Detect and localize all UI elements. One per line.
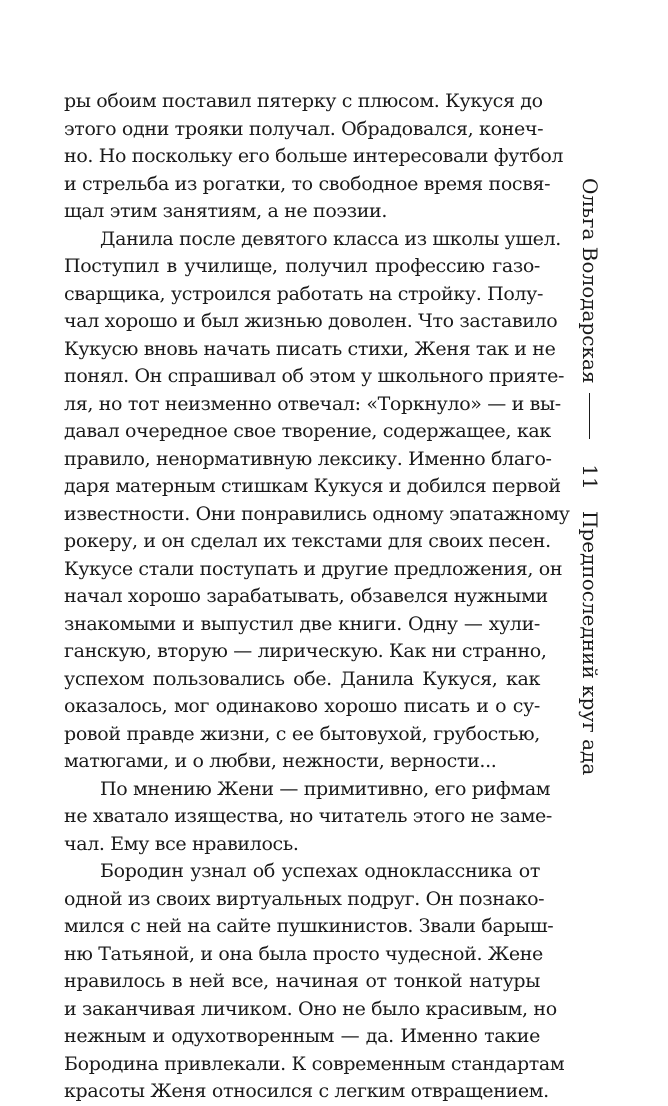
text-line: известности. Они понравились одному эпатажному — [64, 502, 570, 525]
text-line: ля, но тот неизменно отвечал: «Торкнуло» — и вы- — [64, 392, 561, 415]
text-line: оказалось, мог одинаково хорошо писать и о су- — [64, 695, 540, 717]
text-line: Поступил в училище, получил профессию газо- — [64, 255, 540, 277]
running-header-rotated — [565, 178, 615, 798]
text-line: не хватало изящества, но читатель этого не заме- — [64, 805, 552, 827]
text-line: ры обоим поставил пятерку с плюсом. Кукуся до — [64, 90, 543, 112]
text-line: и заканчивая личиком. Оно не было красивым, но — [64, 997, 557, 1020]
text-line: рокеру, и он сделал их текстами для своих песен. — [64, 530, 551, 552]
header-divider — [590, 393, 591, 439]
text-line: сварщика, устроился работать на стройку. Полу- — [64, 282, 544, 305]
text-line: и стрельба из рогатки, то свободное время посвя- — [64, 172, 551, 195]
text-line: успехом пользовались обе. Данила Кукуся, как — [64, 667, 540, 690]
text-line: одной из своих виртуальных подруг. Он познако- — [64, 887, 545, 910]
text-line: Бородина привлекали. К современным стандартам — [64, 1052, 565, 1075]
text-line: чал хорошо и был жизнью доволен. Что заставило — [64, 310, 558, 332]
body-text — [64, 88, 570, 1106]
text-line: По мнению Жени — примитивно, его рифмам — [100, 777, 551, 800]
text-line: Кукусю вновь начать писать стихи, Женя так и не — [64, 337, 556, 360]
text-line: ганскую, вторую — лирическую. Как ни странно, — [64, 640, 547, 662]
text-line: Бородин узнал об успехах одноклассника от — [100, 860, 540, 882]
text-line: знакомыми и выпустил две книги. Одну — хули- — [64, 612, 540, 635]
text-line: матюгами, и о любви, нежности, верности... — [64, 750, 497, 772]
text-line: Кукусе стали поступать и другие предложения, он — [64, 557, 563, 580]
text-line: нравилось в ней все, начиная от тонкой натуры — [64, 970, 540, 992]
text-line: ню Татьяной, и она была просто чудесной. Жене — [64, 942, 543, 965]
text-line: красоты Женя относился с легким отвращением. — [64, 1080, 549, 1102]
text-line: мился с ней на сайте пушкинистов. Звали барыш- — [64, 915, 554, 937]
text-line: ровой правде жизни, с ее бытовухой, грубостью, — [64, 722, 540, 745]
text-line: чал. Ему все нравилось. — [64, 832, 299, 855]
text-line: давал очередное свое творение, содержащее, как — [64, 420, 551, 442]
author-name: Ольга Володарская — [578, 178, 602, 384]
book-title: Предпоследний круг ада — [578, 511, 602, 776]
text-line: начал хорошо зарабатывать, обзавелся нужными — [64, 585, 548, 607]
text-line: понял. Он спрашивал об этом у школьного прияте- — [64, 365, 565, 387]
text-line: нежным и одухотворенным — да. Именно такие — [64, 1025, 540, 1047]
text-line: щал этим занятиям, а не поэзии. — [64, 200, 388, 222]
text-line: Данила после девятого класса из школы ушел. — [100, 227, 561, 250]
text-line: даря матерным стишкам Кукуся и добился первой — [64, 475, 561, 497]
running-header — [565, 178, 615, 798]
page-number: 11 — [578, 464, 602, 490]
text-line: этого одни трояки получал. Обрадовался, конеч- — [64, 117, 544, 140]
text-line: правило, ненормативную лексику. Именно благо- — [64, 447, 552, 470]
text-line: но. Но поскольку его больше интересовали футбол — [64, 145, 564, 167]
